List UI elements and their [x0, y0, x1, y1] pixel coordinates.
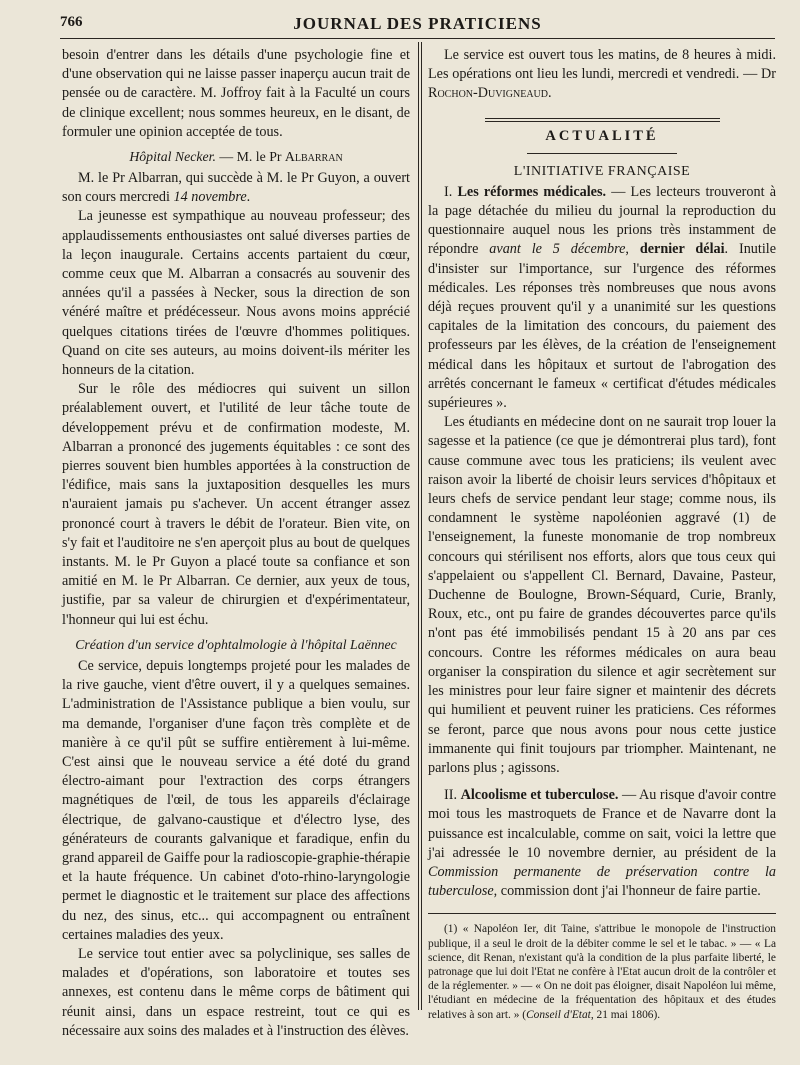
p2-text: M. le Pr Albarran, qui succède à M. le Pr Guyon, a ouvert son cours mercredi [62, 170, 410, 206]
s1-number: I. [444, 183, 458, 200]
s2-text-a: — Au risque d'avoir contre moi tous les mastroquets de France et de Navarre dont la puissance est incalculable, comme on sait, voici la lettre que j'ai adressée le 10 novembre dernier, au président de la [428, 787, 777, 861]
s1-comma: , [625, 241, 640, 258]
left-column [62, 46, 410, 1041]
paragraph-reformes [428, 183, 776, 413]
footnote-text-b: , 21 mai 1806). [590, 1008, 661, 1021]
signature-name: Rochon-Duvigneaud [428, 85, 548, 102]
paragraph-albarran-course [62, 169, 410, 207]
s2-text-b: , commission dont j'ai l'honneur de faire partie. [493, 883, 761, 900]
page-number: 766 [60, 14, 83, 30]
footnote-rule [428, 913, 776, 914]
footnote [428, 922, 776, 1021]
s1-deadline: avant le 5 décembre [489, 241, 626, 258]
s2-number: II. [444, 787, 461, 804]
footnote-text-a: (1) « Napoléon Ier, dit Taine, s'attribue le monopole de l'instruction publique, il a seul le droit de la débiter comme le sel et le tabac. » — « La science, dit Renan, n'existant qu'à la condition de la plus parfaite liberté, le patronage que lui doit l'Etat ne confère à l'Etat aucun droit de la contrôler et de la réglementer. » — « On ne doit pas éloigner, disait Napoléon lui même, l'étudiant en médecine de la fréquentation des hôpitaux et des études relatives à son art. » ( [428, 923, 776, 1021]
s1-text-b: . Inutile d'insister sur l'importance, sur l'urgence des réformes médicales. Les réponses très nombreuses que nous avons déjà reçues prouvent qu'il y a unanimité sur les questions capitales de la limitation des concours, du paiement des professeurs par les élèves, de la création de l'enseignement médical dans les hôpitaux et surtout de l'abrogation des arrêtés concernant le fameux « certificat d'études médicales supérieures ». [428, 241, 777, 412]
p2-end: . [246, 189, 251, 206]
heading-hospital: Hôpital Necker. [129, 149, 216, 165]
section-heading-necker [62, 147, 410, 166]
paragraph-alcoolisme [428, 786, 776, 901]
paragraph-etudiants: Les étudiants en médecine dont on ne saurait trop louer la sagesse et la patience (ce que je démontrerai plus tard), font cause commune avec tous les praticiens; ils veulent avec raison avoir la liberté de choisir leurs services d'hôpitaux et leurs chefs de service pendant leur stage; comme nous, ils condamnent le système napoléonien aggravé (1) de l'enseignement, la funeste monomanie de trop nombreux concours qui stérilisent nos efforts, alors que tous ceux qui s'appelaient ou s'appellent Cl. Bernard, Davaine, Pasteur, Duchenne de Boulogne, Brown-Séquard, Curie, Branly, Roux, etc., ont pu faire de grandes découvertes parce qu'ils n'ont pas été immobilisés pendant 15 à 20 ans par ces concours. Contre les réformes médicales on aura beau organiser la conspiration du silence et agir secrètement sur les ministres pour leur faire signer et maintenir des décrets qui humilient et peuvent ruiner les praticiens. Ces réformes se feront, parce que nous avons pour nous cette justice immanente qui finit toujours par triompher. Maintenant, ne parlons plus ; agissons. [428, 414, 776, 776]
paragraph-mediocres: Sur le rôle des médiocres qui suivent un sillon préalablement ouvert, et l'utilité de leur tâche toute de développement prévu et de confirmation modeste, M. Albarran a prononcé des jugements équitables : ce sont des pierres souvent bien humbles apportées à la construction de l'édifice, mais sans la juxtaposition desquelles les murs n'auraient jamais pu s'achever. Un accent étranger assez prononcé court à travers le débit de l'orateur. Bien vite, on s'y fait et l'auditoire ne s'en aperçoit plus au bout de quelques instants. M. le Pr Guyon a placé toute sa confiance et son amitié en M. le Pr Albarran. Ce dernier, aux yeux de tous, justifie, par sa valeur de chirurgien et d'expérimentateur, l'honneur qui lui est échu. [62, 381, 410, 628]
horaires-text: Le service est ouvert tous les matins, de 8 heures à midi. Les opérations ont lieu les lundi, mercredi et vendredi. — Dr [428, 47, 776, 83]
paragraph-joffroy: besoin d'entrer dans les détails d'une psychologie fine et d'une observation qui ne laisse passer inaperçu aucun trait de pensée ou de caractère. M. Joffroy fait à la Faculté un cours de clinique excellent; nous sommes heureux, en le disant, de formuler une opinion acceptée de tous. [62, 47, 410, 140]
p2-date: 14 novembre [173, 189, 247, 206]
section-rule [485, 118, 720, 122]
column-divider-inner [421, 42, 422, 1010]
s1-bold: dernier délai [639, 241, 725, 258]
column-divider [418, 42, 419, 1010]
s2-commission: Commission permanente de préservation contre la tuberculose [428, 863, 776, 900]
footnote-source: Conseil d'Etat [526, 1008, 591, 1021]
horaires-end: . [547, 85, 552, 102]
s2-title: Alcoolisme et tuberculose. [460, 787, 619, 804]
title-underline [527, 153, 677, 154]
s1-text-a: — Les lecteurs trouveront à la page détachée du milieu du journal la reproduction du questionnaire auquel nous les prions très instamment de répondre [428, 183, 776, 258]
section-heading-ophtalmologie: Création d'un service d'ophtalmologie à l'hôpital Laënnec [75, 636, 397, 652]
right-column [428, 46, 776, 1022]
paragraph-horaires [428, 46, 776, 104]
paragraph-service: Ce service, depuis longtemps projeté pour les malades de la rive gauche, vient d'être ouvert, il y a quelques semaines. L'administration de l'Assistance publique a bien voulu, sur ma demande, l'organiser d'une façon très complète et de manière à ce qu'il pût se suffire entièrement à lui-même. C'est ainsi que le nouveau service a été doté du grand électro-aimant pour l'extraction des corps étrangers magnétiques de l'œil, de tous les appareils d'éclairage électrique, de galvano-caustique et d'électro lyse, des générateurs de courants galvanique et faradique, enfin du grand appareil de Gaiffe pour la radioscopie-graphie-thérapie et la haute fréquence. Un cabinet d'oto-rhino-laryngologie permet le diagnostic et le traitement sur place des affections du nez, des sinus, etc... qui accompagnent ou entraînent certaines maladies des yeux. [62, 657, 410, 943]
s1-title: Les réformes médicales. [457, 183, 607, 200]
section-title-actualite: ACTUALITÉ [545, 127, 659, 144]
heading-name: Albarran [284, 149, 343, 165]
page-header [60, 14, 775, 39]
paragraph-polyclinique: Le service tout entier avec sa polyclinique, ses salles de malades et d'opérations, son laboratoire et toutes ses annexes, est contenu dans le même corps de bâtiment qui réunit ainsi, dans un espace restreint, tout ce qui es nécessaire aux soins des malades et à l'instruction des élèves. [62, 945, 410, 1039]
subtitle-initiative: L'INITIATIVE FRANÇAISE [513, 163, 691, 179]
paragraph-jeunesse: La jeunesse est sympathique au nouveau professeur; des applaudissements enthousiastes ont salué diverses parties de la leçon inaugurale. Certains accents partaient du cœur, comme ceux que M. Albarran a consacrés au souvenir des années qu'il a passées à Necker, sous la direction de son vénéré maître et prédécesseur. Nous avons moins apprécié quelques citations tirées de l'œuvre d'hommes politiques. Quand on cite ses auteurs, au moins doivent-ils mériter les honneurs de la citation. [62, 208, 410, 379]
heading-prefix: — M. le Pr [215, 149, 285, 165]
journal-title: JOURNAL DES PRATICIENS [293, 14, 542, 33]
